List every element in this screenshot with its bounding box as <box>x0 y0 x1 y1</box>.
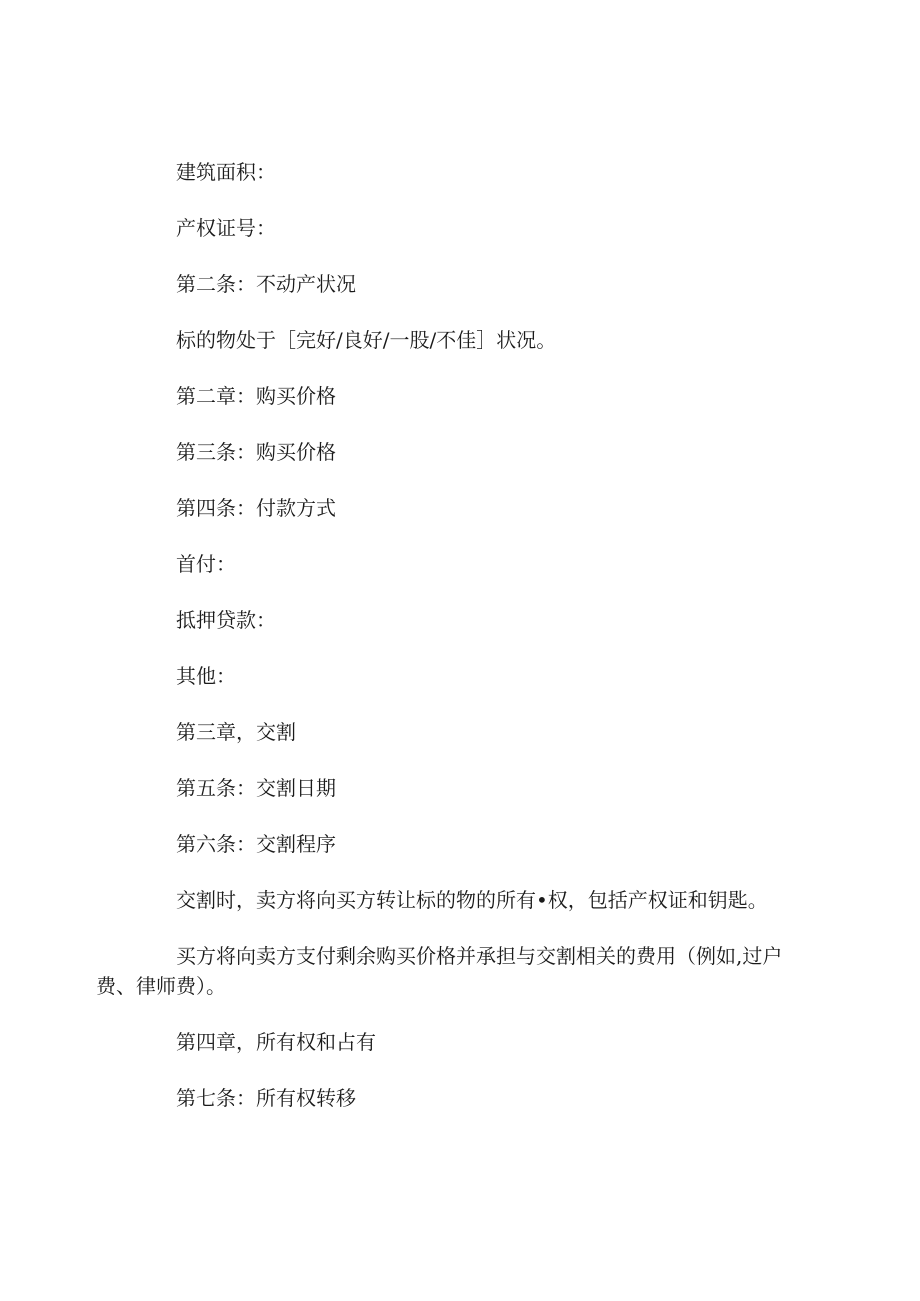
paragraph-buyer-payment <box>96 941 796 1001</box>
paragraph-down-payment: 首付： <box>176 552 236 576</box>
paragraph-property-condition: 标的物处于［完好/良好/一股/不佳］状况。 <box>176 328 557 352</box>
paragraph-chapter-2: 第二章：购买价格 <box>176 384 336 408</box>
paragraph-other: 其他： <box>176 664 236 688</box>
paragraph-chapter-3: 第三章，交割 <box>176 720 296 744</box>
paragraph-buyer-payment-line1: 买方将向卖方支付剩余购买价格并承担与交割相关的费用（例如,过户 <box>176 944 783 968</box>
paragraph-mortgage: 抵押贷款： <box>176 608 276 632</box>
paragraph-chapter-4: 第四章，所有权和占有 <box>176 1030 376 1054</box>
paragraph-article-6: 第六条：交割程序 <box>176 832 336 856</box>
paragraph-buyer-payment-line2: 费、律师费）。 <box>96 974 226 998</box>
paragraph-article-2: 第二条：不动产状况 <box>176 272 356 296</box>
paragraph-transfer-ownership: 交割时，卖方将向买方转让标的物的所有•权，包括产权证和钥匙。 <box>176 888 768 912</box>
paragraph-title-number: 产权证号： <box>176 216 276 240</box>
paragraph-article-3: 第三条：购买价格 <box>176 440 336 464</box>
paragraph-article-7: 第七条：所有权转移 <box>176 1086 356 1110</box>
document-body <box>96 157 796 1139</box>
paragraph-article-5: 第五条：交割日期 <box>176 776 336 800</box>
paragraph-building-area: 建筑面积： <box>176 160 276 184</box>
paragraph-article-4: 第四条：付款方式 <box>176 496 336 520</box>
